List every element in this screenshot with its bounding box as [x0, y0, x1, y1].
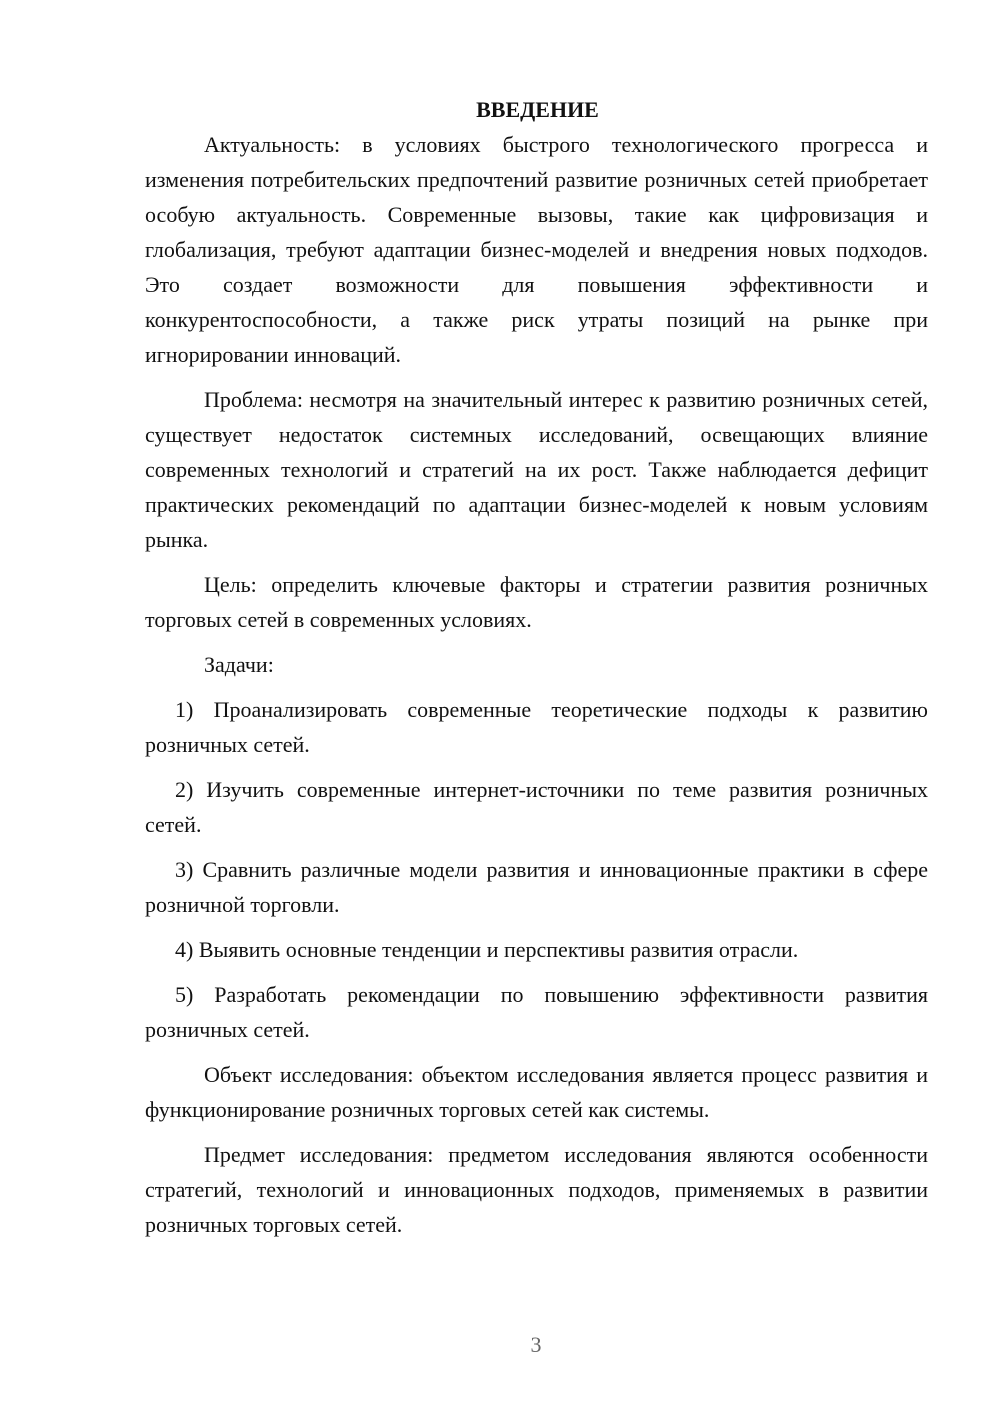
- tasks-label: Задачи:: [204, 652, 274, 677]
- goal-paragraph: Цель: определить ключевые факторы и стратегии развития розничных торговых сетей в современных условиях.: [145, 572, 928, 632]
- task-item-5: 5) Разработать рекомендации по повышению эффективности развития розничных сетей.: [145, 982, 928, 1042]
- page-number: 3: [530, 1332, 542, 1357]
- task-item-3: 3) Сравнить различные модели развития и инновационные практики в сфере розничной торговли.: [145, 857, 928, 917]
- subject-paragraph: Предмет исследования: предметом исследования являются особенности стратегий, технологий и инновационных подходов, применяемых в развитии розничных торговых сетей.: [145, 1142, 928, 1237]
- page-title: ВВЕДЕНИЕ: [476, 97, 599, 122]
- page-content: [145, 92, 928, 1252]
- problem-paragraph: Проблема: несмотря на значительный интерес к развитию розничных сетей, существует недостаток системных исследований, освещающих влияние современных технологий и стратегий на их рост. Также наблюдается дефицит практических рекомендаций по адаптации бизнес-моделей к новым условиям рынка.: [145, 387, 928, 552]
- relevance-paragraph: Актуальность: в условиях быстрого технологического прогресса и изменения потребительских предпочтений развитие розничных сетей приобретает особую актуальность. Современные вызовы, такие как цифровизация и глобализация, требуют адаптации бизнес-моделей и внедрения новых подходов. Это создает возможности для повышения эффективности и конкурентоспособности, а также риск утраты позиций на рынке при игнорировании инноваций.: [145, 132, 928, 367]
- task-item-2: 2) Изучить современные интернет-источники по теме развития розничных сетей.: [145, 777, 928, 837]
- object-paragraph: Объект исследования: объектом исследования является процесс развития и функционирование розничных торговых сетей как системы.: [145, 1062, 928, 1122]
- task-item-4: 4) Выявить основные тенденции и перспективы развития отрасли.: [175, 937, 799, 962]
- task-item-1: 1) Проанализировать современные теоретические подходы к развитию розничных сетей.: [145, 697, 928, 757]
